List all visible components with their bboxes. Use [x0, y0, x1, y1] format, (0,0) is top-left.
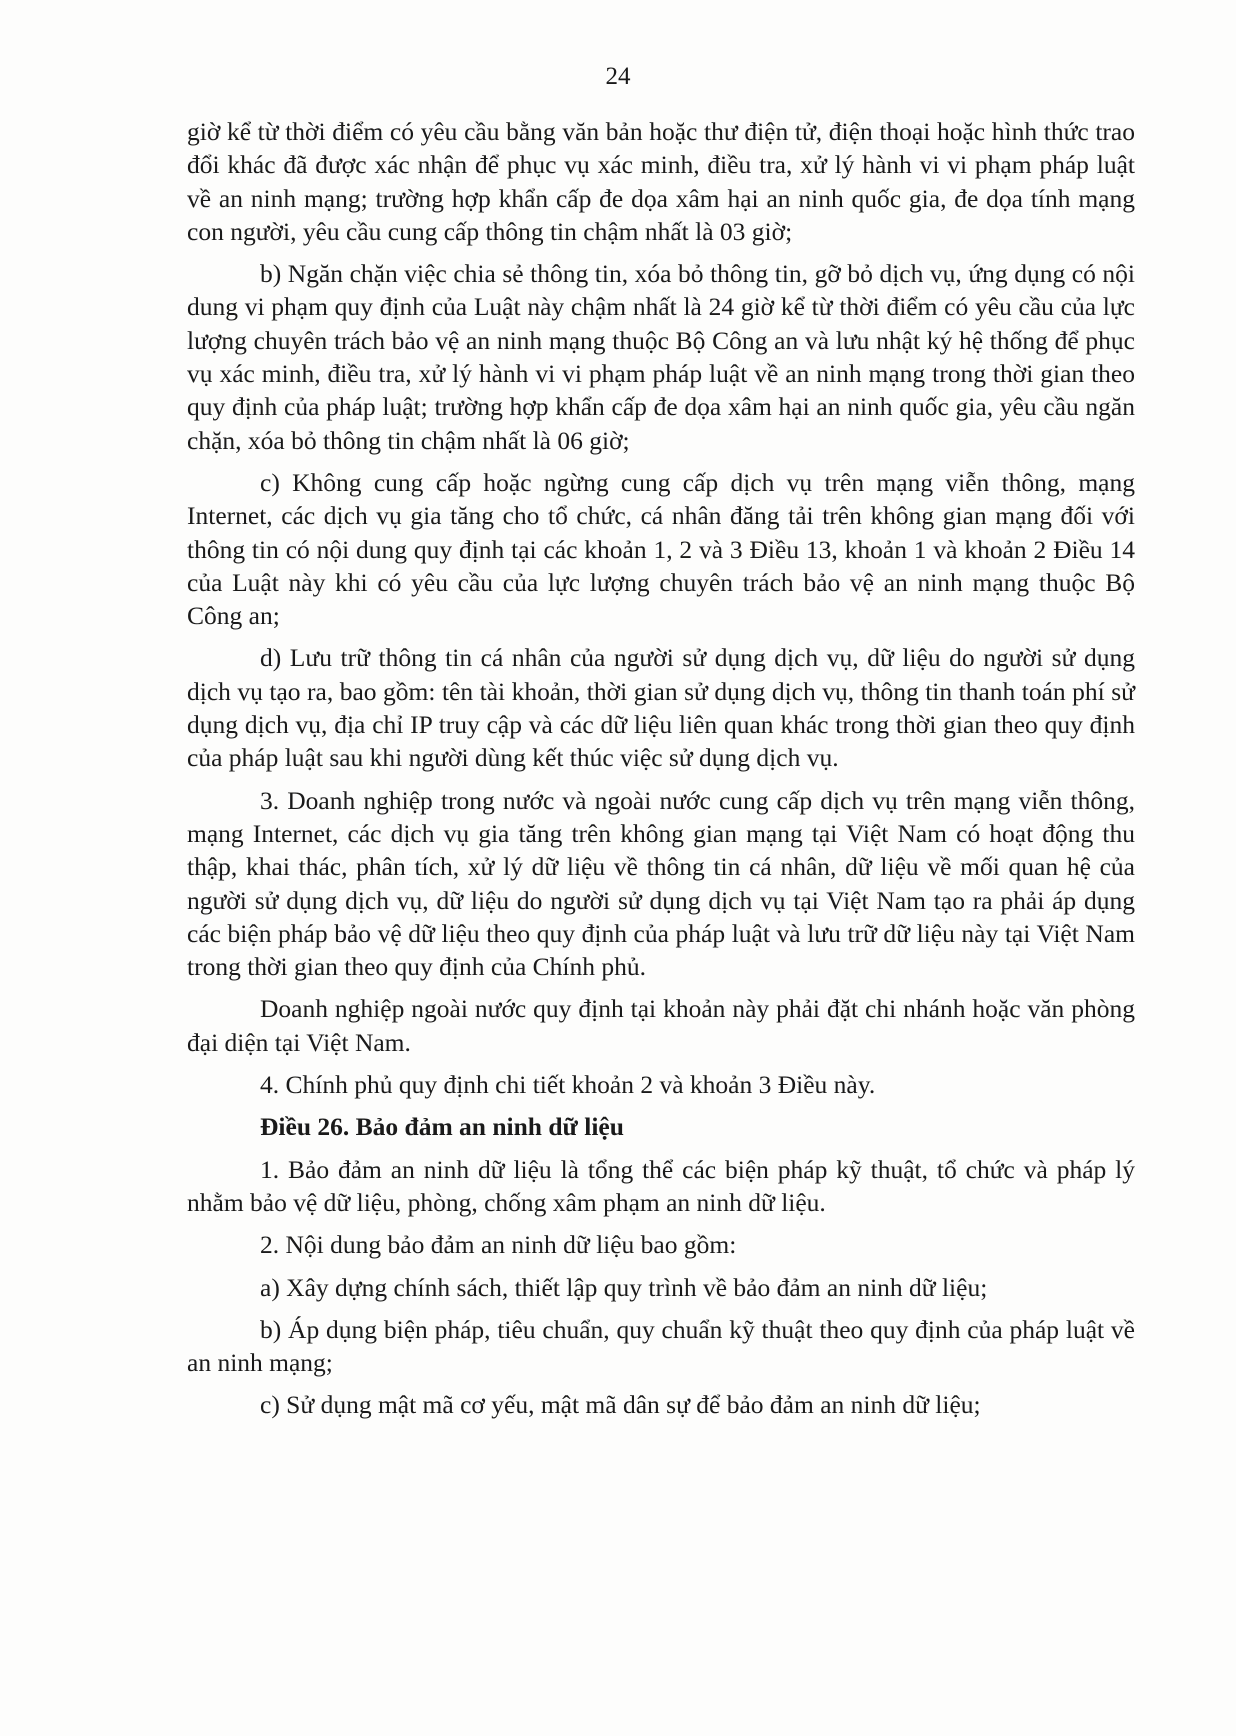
paragraph-clause-4: 4. Chính phủ quy định chi tiết khoản 2 và khoản 3 Điều này. [260, 1070, 876, 1100]
paragraph-item-b: b) Ngăn chặn việc chia sẻ thông tin, xóa bỏ thông tin, gỡ bỏ dịch vụ, ứng dụng có nội dung vi phạm quy định của Luật này chậm nhất là 24 giờ kể từ thời điểm có yêu cầu của lực lượng chuyên trách bảo vệ an ninh mạng thuộc Bộ Công an và lưu nhật ký hệ thống để phục vụ xác minh, điều tra, xử lý hành vi vi phạm pháp luật về an ninh mạng trong thời gian theo quy định của pháp luật; trường hợp khẩn cấp đe dọa xâm hại an ninh quốc gia, yêu cầu ngăn chặn, xóa bỏ thông tin chậm nhất là 06 giờ; [187, 259, 1135, 455]
article-clause-1: 1. Bảo đảm an ninh dữ liệu là tổng thể các biện pháp kỹ thuật, tổ chức và pháp lý nhằm bảo vệ dữ liệu, phòng, chống xâm phạm an ninh dữ liệu. [187, 1154, 1135, 1217]
article-item-b: b) Áp dụng biện pháp, tiêu chuẩn, quy chuẩn kỹ thuật theo quy định của pháp luật về an ninh mạng; [187, 1314, 1135, 1378]
paragraph-item-d: d) Lưu trữ thông tin cá nhân của người sử dụng dịch vụ, dữ liệu do người sử dụng dịch vụ tạo ra, bao gồm: tên tài khoản, thời gian sử dụng dịch vụ, thông tin thanh toán phí sử dụng dịch vụ, địa chỉ IP truy cập và các dữ liệu liên quan khác trong thời gian theo quy định của pháp luật sau khi người dùng kết thúc việc sử dụng dịch vụ. [187, 643, 1135, 773]
paragraph-item-c: c) Không cung cấp hoặc ngừng cung cấp dịch vụ trên mạng viễn thông, mạng Internet, các dịch vụ gia tăng cho tổ chức, cá nhân đăng tải trên không gian mạng đối với thông tin có nội dung quy định tại các khoản 1, 2 và 3 Điều 13, khoản 1 và khoản 2 Điều 14 của Luật này khi có yêu cầu của lực lượng chuyên trách bảo vệ an ninh mạng thuộc Bộ Công an; [187, 467, 1135, 631]
article-heading: Điều 26. Bảo đảm an ninh dữ liệu [260, 1112, 624, 1142]
document-body [187, 115, 1135, 1431]
article-item-a: a) Xây dựng chính sách, thiết lập quy trình về bảo đảm an ninh dữ liệu; [260, 1272, 988, 1302]
article-item-c: c) Sử dụng mật mã cơ yếu, mật mã dân sự để bảo đảm an ninh dữ liệu; [260, 1390, 981, 1420]
article-clause-2: 2. Nội dung bảo đảm an ninh dữ liệu bao gồm: [260, 1230, 737, 1260]
page-number: 24 [605, 63, 631, 90]
paragraph-continuation: giờ kể từ thời điểm có yêu cầu bằng văn bản hoặc thư điện tử, điện thoại hoặc hình thức trao đổi khác đã được xác nhận để phục vụ xác minh, điều tra, xử lý hành vi vi phạm pháp luật về an ninh mạng; trường hợp khẩn cấp đe dọa xâm hại an ninh quốc gia, đe dọa tính mạng con người, yêu cầu cung cấp thông tin chậm nhất là 03 giờ; [187, 117, 1135, 246]
paragraph-clause-3: 3. Doanh nghiệp trong nước và ngoài nước cung cấp dịch vụ trên mạng viễn thông, mạng Internet, các dịch vụ gia tăng trên không gian mạng tại Việt Nam có hoạt động thu thập, khai thác, phân tích, xử lý dữ liệu về thông tin cá nhân, dữ liệu về mối quan hệ của người sử dụng dịch vụ, dữ liệu do người sử dụng dịch vụ tại Việt Nam tạo ra phải áp dụng các biện pháp bảo vệ dữ liệu theo quy định của pháp luật và lưu trữ dữ liệu này tại Việt Nam trong thời gian theo quy định của Chính phủ. [187, 785, 1135, 982]
paragraph-foreign-enterprise: Doanh nghiệp ngoài nước quy định tại khoản này phải đặt chi nhánh hoặc văn phòng đại diện tại Việt Nam. [187, 994, 1135, 1057]
